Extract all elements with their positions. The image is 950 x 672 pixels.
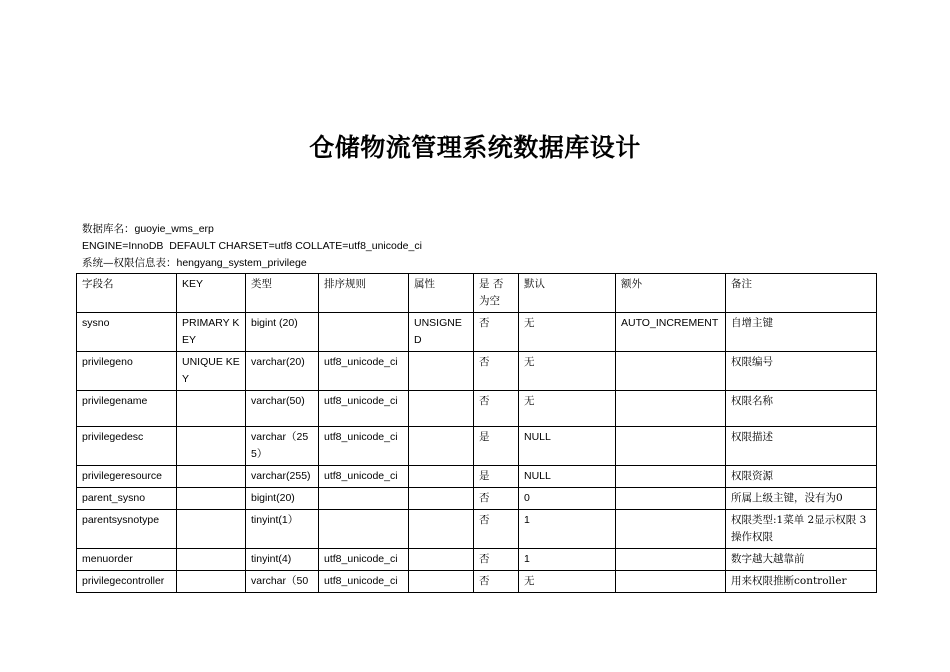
header-cell: 排序规则 xyxy=(319,274,409,313)
table-cell xyxy=(616,466,726,488)
table-cell: utf8_unicode_ci xyxy=(319,427,409,466)
table-cell: parentsysnotype xyxy=(77,510,177,549)
table-name-value: hengyang_system_privilege xyxy=(176,257,307,269)
db-name-value: guoyie_wms_erp xyxy=(134,223,214,235)
table-cell: 否 xyxy=(474,352,519,391)
header-cell: 类型 xyxy=(246,274,319,313)
table-cell: 1 xyxy=(519,549,616,571)
table-cell xyxy=(409,352,474,391)
table-cell: 权限编号 xyxy=(726,352,877,391)
table-cell: tinyint(1） xyxy=(246,510,319,549)
table-row xyxy=(77,549,877,571)
header-cell: 是 否为空 xyxy=(474,274,519,313)
table-cell: utf8_unicode_ci xyxy=(319,549,409,571)
header-cell: 额外 xyxy=(616,274,726,313)
table-cell: privilegeno xyxy=(77,352,177,391)
table-cell: 权限描述 xyxy=(726,427,877,466)
table-cell: 权限资源 xyxy=(726,466,877,488)
table-cell: 是 xyxy=(474,427,519,466)
db-name-label: 数据库名： xyxy=(82,223,135,235)
table-cell xyxy=(616,488,726,510)
table-name-label: 系统—权限信息表： xyxy=(82,257,177,269)
table-cell: AUTO_INCREMENT xyxy=(616,313,726,352)
table-cell: 所属上级主键，没有为0 xyxy=(726,488,877,510)
header-cell: 字段名 xyxy=(77,274,177,313)
header-cell: 备注 xyxy=(726,274,877,313)
table-cell xyxy=(409,427,474,466)
table-cell xyxy=(177,549,246,571)
table-cell: 数字越大越靠前 xyxy=(726,549,877,571)
table-cell: 自增主键 xyxy=(726,313,877,352)
table-cell: varchar(20) xyxy=(246,352,319,391)
table-cell: varchar(255) xyxy=(246,466,319,488)
table-row xyxy=(77,466,877,488)
table-cell xyxy=(177,488,246,510)
table-cell xyxy=(177,510,246,549)
table-cell: utf8_unicode_ci xyxy=(319,391,409,427)
table-cell: 用来权限推断controller xyxy=(726,571,877,593)
table-header-row xyxy=(77,274,877,313)
table-cell: 是 xyxy=(474,466,519,488)
table-cell: 否 xyxy=(474,313,519,352)
table-cell xyxy=(409,549,474,571)
header-cell: 默认 xyxy=(519,274,616,313)
table-cell: bigint (20) xyxy=(246,313,319,352)
table-cell xyxy=(319,313,409,352)
table-cell: NULL xyxy=(519,427,616,466)
table-row xyxy=(77,510,877,549)
table-cell xyxy=(616,571,726,593)
table-cell: sysno xyxy=(77,313,177,352)
table-cell: 否 xyxy=(474,571,519,593)
db-name-line xyxy=(82,222,214,236)
table-cell: PRIMARY KEY xyxy=(177,313,246,352)
table-cell: varchar（255） xyxy=(246,427,319,466)
engine-line: ENGINE=InnoDB DEFAULT CHARSET=utf8 COLLATE=utf8_unicode_ci xyxy=(82,240,422,252)
header-cell: 属性 xyxy=(409,274,474,313)
table-row xyxy=(77,571,877,593)
table-cell: privilegedesc xyxy=(77,427,177,466)
table-cell: 否 xyxy=(474,549,519,571)
table-cell: 权限名称 xyxy=(726,391,877,427)
table-cell xyxy=(616,427,726,466)
table-cell xyxy=(616,510,726,549)
table-cell: utf8_unicode_ci xyxy=(319,466,409,488)
table-cell: utf8_unicode_ci xyxy=(319,352,409,391)
table-cell: varchar（50 xyxy=(246,571,319,593)
table-row xyxy=(77,488,877,510)
table-cell: 否 xyxy=(474,391,519,427)
table-cell xyxy=(616,391,726,427)
table-cell: menuorder xyxy=(77,549,177,571)
table-cell xyxy=(409,571,474,593)
table-cell xyxy=(177,427,246,466)
table-cell: utf8_unicode_ci xyxy=(319,571,409,593)
table-cell: 无 xyxy=(519,391,616,427)
table-cell xyxy=(409,488,474,510)
table-cell: parent_sysno xyxy=(77,488,177,510)
table-cell: tinyint(4) xyxy=(246,549,319,571)
table-cell xyxy=(177,466,246,488)
header-cell: KEY xyxy=(177,274,246,313)
table-row xyxy=(77,313,877,352)
table-cell xyxy=(616,352,726,391)
table-cell: 无 xyxy=(519,313,616,352)
table-row xyxy=(77,352,877,391)
table-cell: privilegename xyxy=(77,391,177,427)
schema-table xyxy=(76,273,877,593)
table-cell: 无 xyxy=(519,571,616,593)
table-cell: UNSIGNED xyxy=(409,313,474,352)
table-cell xyxy=(319,510,409,549)
document-title: 仓储物流管理系统数据库设计 xyxy=(309,133,641,162)
table-cell: varchar(50) xyxy=(246,391,319,427)
table-cell xyxy=(409,391,474,427)
table-cell: 1 xyxy=(519,510,616,549)
table-cell: NULL xyxy=(519,466,616,488)
table-cell: UNIQUE KEY xyxy=(177,352,246,391)
table-cell: 0 xyxy=(519,488,616,510)
table-row xyxy=(77,391,877,427)
table-cell: privilegeresource xyxy=(77,466,177,488)
table-cell: 否 xyxy=(474,510,519,549)
table-cell: 无 xyxy=(519,352,616,391)
table-name-line xyxy=(82,256,307,270)
table-cell: privilegecontroller xyxy=(77,571,177,593)
table-cell: 权限类型:1菜单 2显示权限 3操作权限 xyxy=(726,510,877,549)
table-cell: 否 xyxy=(474,488,519,510)
table-cell xyxy=(177,571,246,593)
table-cell xyxy=(177,391,246,427)
table-cell xyxy=(616,549,726,571)
table-cell: bigint(20) xyxy=(246,488,319,510)
table-cell xyxy=(409,466,474,488)
table-row xyxy=(77,427,877,466)
table-cell xyxy=(409,510,474,549)
table-cell xyxy=(319,488,409,510)
